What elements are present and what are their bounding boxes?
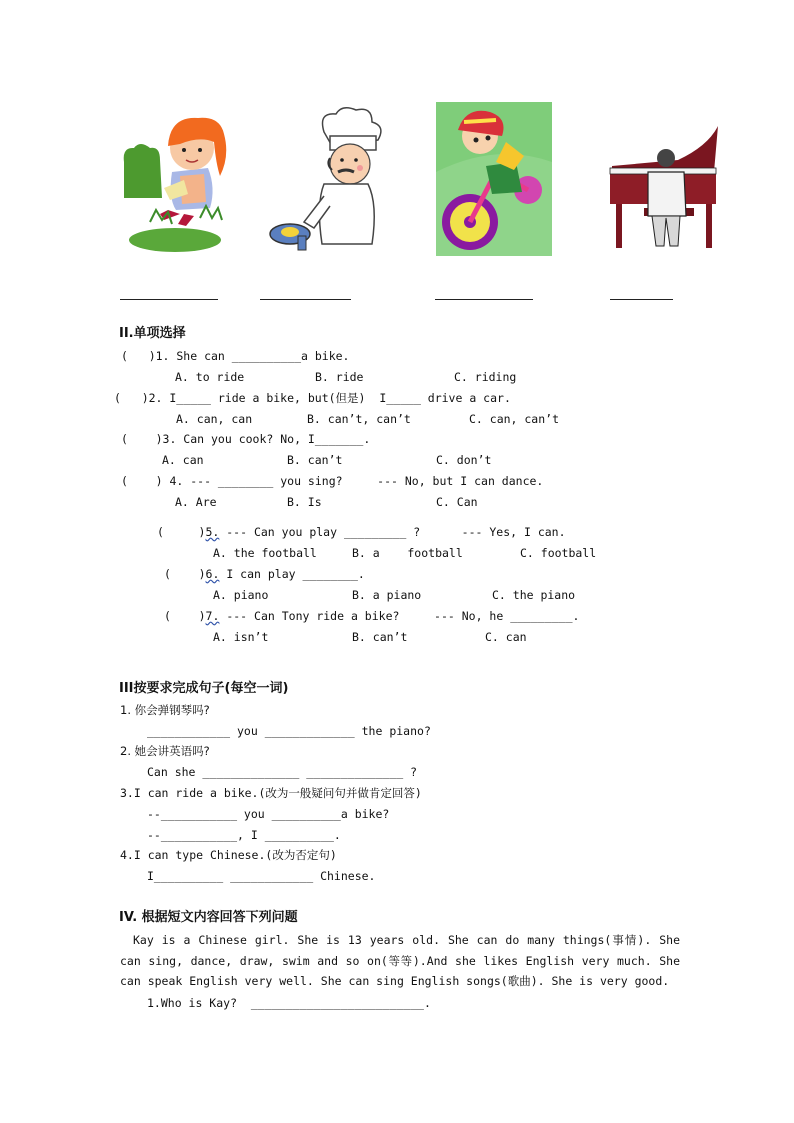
q6-stem [164, 566, 365, 582]
chef-cooking-picture [268, 104, 393, 254]
q5-option-b[interactable]: B. a football [352, 546, 463, 560]
q1-option-c[interactable]: C. riding [454, 370, 517, 384]
q7-option-b[interactable]: B. can’t [352, 630, 408, 644]
q5-option-a[interactable]: A. the football [213, 546, 317, 560]
answer-line-4[interactable] [610, 299, 673, 300]
answer-line-2[interactable] [260, 299, 351, 300]
q1-option-a[interactable]: A. to ride [175, 370, 245, 384]
reading-passage: Kay is a Chinese girl. She is 13 years old. She can do many things(事情). She can sing, dance, draw, swim and so on(等等).And she likes English very much. She can speak English very well. She can sing English songs(歌曲). She is very good. [120, 933, 680, 988]
q4-option-b[interactable]: B. Is [287, 495, 322, 509]
q5-stem [157, 524, 566, 540]
answer-line-1[interactable] [120, 299, 218, 300]
q5-number: 5. [205, 525, 220, 539]
q1-option-b[interactable]: B. ride [315, 370, 364, 384]
q5-paren: ( ) [157, 525, 206, 539]
q2-option-c[interactable]: C. can, can’t [469, 412, 560, 426]
man-playing-piano-picture [608, 122, 720, 254]
q2-stem: ( )2. I_____ ride a bike, but(但是) I_____ drive a car. [114, 391, 511, 405]
s3-line-9[interactable]: I__________ ____________ Chinese. [147, 869, 376, 883]
s3-line-5: 3.I can ride a bike.(改为一般疑问句并做肯定回答) [120, 786, 422, 800]
s3-line-8: 4.I can type Chinese.(改为否定句) [120, 848, 337, 862]
q6-paren: ( ) [164, 567, 206, 581]
q2-option-b[interactable]: B. can’t, can’t [307, 412, 411, 426]
s3-line-3: 2. 她会讲英语吗? [120, 744, 210, 758]
q6-option-c[interactable]: C. the piano [492, 588, 576, 602]
s3-line-1: 1. 你会弹钢琴吗? [120, 703, 210, 717]
section3-heading: III按要求完成句子(每空一词) [119, 681, 289, 696]
q4-option-a[interactable]: A. Are [175, 495, 217, 509]
s3-line-4[interactable]: Can she ______________ ______________ ? [147, 765, 418, 779]
q7-number: 7. [205, 609, 220, 623]
answer-line-3[interactable] [435, 299, 533, 300]
s4-question-1[interactable]: 1.Who is Kay? _________________________. [147, 996, 431, 1010]
q6-number: 6. [205, 567, 220, 581]
q3-option-b[interactable]: B. can’t [287, 453, 343, 467]
s3-line-6[interactable]: --___________ you __________a bike? [147, 807, 390, 821]
boy-riding-bike-picture [436, 102, 552, 256]
q7-option-c[interactable]: C. can [485, 630, 527, 644]
q1-stem: ( )1. She can __________a bike. [121, 349, 350, 363]
q5-option-c[interactable]: C. football [520, 546, 597, 560]
q5-text: --- Can you play _________ ? --- Yes, I can. [219, 525, 566, 539]
q7-paren: ( ) [164, 609, 206, 623]
q6-option-a[interactable]: A. piano [213, 588, 269, 602]
q7-text: --- Can Tony ride a bike? --- No, he _________. [219, 609, 580, 623]
q3-stem: ( )3. Can you cook? No, I_______. [121, 432, 371, 446]
q6-text: I can play ________. [219, 567, 365, 581]
q3-option-a[interactable]: A. can [162, 453, 204, 467]
q6-option-b[interactable]: B. a piano [352, 588, 422, 602]
s3-line-7[interactable]: --___________, I __________. [147, 828, 341, 842]
section4-heading: IV. 根据短文内容回答下列问题 [119, 910, 298, 925]
q7-stem [164, 608, 579, 624]
q4-stem: ( ) 4. --- ________ you sing? --- No, but I can dance. [121, 474, 544, 488]
q7-option-a[interactable]: A. isn’t [213, 630, 269, 644]
s3-line-2[interactable]: ____________ you _____________ the piano? [147, 724, 431, 738]
girl-reading-picture [120, 102, 235, 252]
q2-option-a[interactable]: A. can, can [176, 412, 253, 426]
section2-heading: II.单项选择 [119, 326, 186, 341]
q3-option-c[interactable]: C. don’t [436, 453, 492, 467]
q4-option-c[interactable]: C. Can [436, 495, 478, 509]
